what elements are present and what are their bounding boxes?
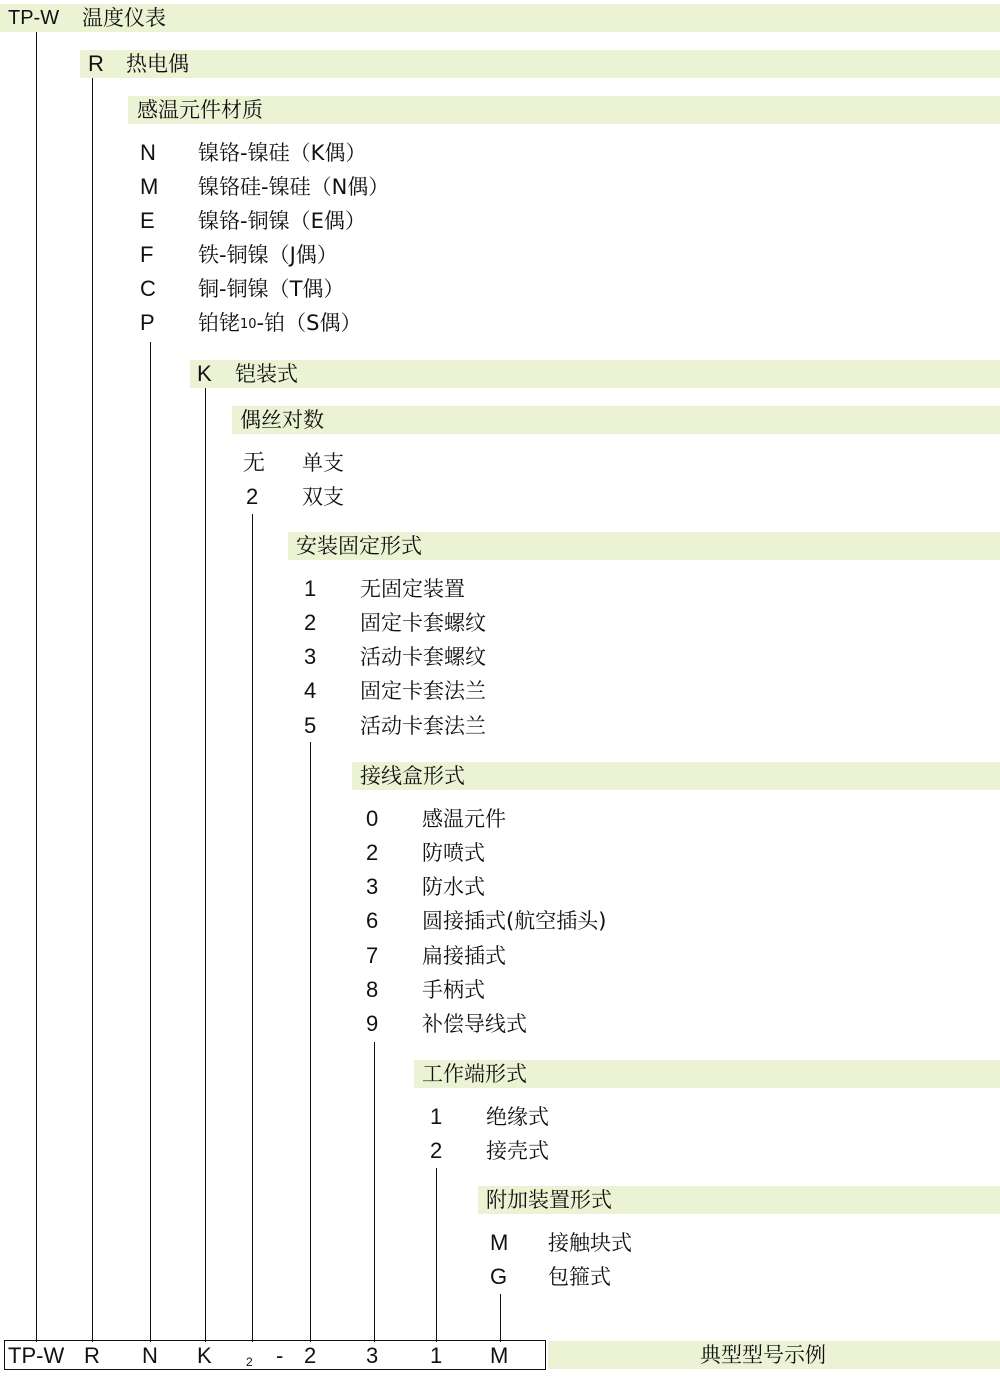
connector-pairs [252, 514, 253, 1342]
connector-tp [36, 32, 37, 1342]
mounting-code-3: 3 [304, 644, 317, 669]
working-end-label-1: 绝缘式 [486, 1105, 549, 1129]
material-code-e: E [140, 208, 155, 233]
label-accessory: 附加装置形式 [486, 1188, 612, 1212]
example-k: K [197, 1343, 212, 1368]
mounting-label-1: 无固定装置 [360, 577, 465, 601]
material-code-m: M [140, 174, 159, 199]
example-dash: - [276, 1343, 284, 1368]
connector-k [205, 388, 206, 1342]
mounting-code-4: 4 [304, 678, 317, 703]
junction-label-8: 手柄式 [422, 978, 485, 1002]
pairs-code-2: 2 [246, 484, 259, 509]
accessory-code-m: M [490, 1230, 509, 1255]
connector-mounting [310, 742, 311, 1342]
junction-label-7: 扁接插式 [422, 944, 506, 968]
mounting-code-1: 1 [304, 576, 317, 601]
material-label-n: 镍铬-镍硅（K偶） [198, 141, 367, 165]
junction-label-6: 圆接插式(航空插头) [422, 909, 607, 933]
material-code-p: P [140, 310, 155, 335]
junction-label-0: 感温元件 [422, 807, 506, 831]
connector-junction [374, 1042, 375, 1342]
mounting-label-4: 固定卡套法兰 [360, 679, 486, 703]
material-label-p-post: -铂（S偶） [256, 311, 362, 335]
example-mounting: 2 [304, 1343, 317, 1368]
junction-label-2: 防喷式 [422, 841, 485, 865]
junction-label-9: 补偿导线式 [422, 1012, 527, 1036]
label-thermocouple: 热电偶 [126, 52, 189, 76]
pairs-label-double: 双支 [302, 485, 344, 509]
label-working-end: 工作端形式 [422, 1062, 527, 1086]
accessory-code-g: G [490, 1264, 508, 1289]
material-label-e: 镍铬-铜镍（E偶） [198, 209, 366, 233]
junction-code-3: 3 [366, 874, 379, 899]
junction-code-2: 2 [366, 840, 379, 865]
working-end-code-2: 2 [430, 1138, 443, 1163]
material-label-m: 镍铬硅-镍硅（N偶） [198, 175, 390, 199]
code-k: K [197, 361, 212, 386]
junction-label-3: 防水式 [422, 875, 485, 899]
pairs-label-single: 单支 [302, 451, 344, 475]
connector-r [92, 78, 93, 1342]
material-label-p-pre: 铂铑 [198, 311, 240, 335]
label-junction: 接线盒形式 [360, 764, 465, 788]
label-material: 感温元件材质 [137, 98, 263, 122]
connector-working-end [436, 1168, 437, 1342]
material-code-f: F [140, 242, 154, 267]
example-n: N [142, 1343, 158, 1368]
accessory-label-m: 接触块式 [548, 1231, 632, 1255]
accessory-label-g: 包箍式 [548, 1265, 611, 1289]
band-r [80, 50, 1000, 78]
mounting-code-5: 5 [304, 713, 317, 738]
label-pairs: 偶丝对数 [240, 408, 324, 432]
working-end-label-2: 接壳式 [486, 1139, 549, 1163]
material-label-f: 铁-铜镍（J偶） [198, 243, 338, 267]
code-r: R [88, 51, 104, 76]
material-label-c: 铜-铜镍（T偶） [198, 277, 345, 301]
example-junction: 3 [366, 1343, 379, 1368]
example-pairs-sub: 2 [246, 1355, 253, 1369]
example-r: R [84, 1343, 100, 1368]
material-code-c: C [140, 276, 156, 301]
band-k [190, 360, 1000, 388]
example-tp: TP-W [8, 1343, 65, 1368]
label-armored: 铠装式 [235, 362, 298, 386]
mounting-code-2: 2 [304, 610, 317, 635]
mounting-label-5: 活动卡套法兰 [360, 714, 486, 738]
junction-code-9: 9 [366, 1011, 379, 1036]
material-code-n: N [140, 140, 156, 165]
label-mounting: 安装固定形式 [296, 534, 422, 558]
pairs-code-none: 无 [243, 450, 266, 475]
label-example: 典型型号示例 [700, 1343, 826, 1367]
code-tp: TP-W [8, 7, 60, 29]
band-pairs [232, 406, 1000, 434]
example-pairs [246, 1342, 253, 1370]
example-working-end: 1 [430, 1343, 443, 1368]
mounting-label-2: 固定卡套螺纹 [360, 611, 486, 635]
junction-code-6: 6 [366, 908, 379, 933]
mounting-label-3: 活动卡套螺纹 [360, 645, 486, 669]
working-end-code-1: 1 [430, 1104, 443, 1129]
label-temperature-instrument: 温度仪表 [82, 6, 166, 30]
connector-accessory [500, 1294, 501, 1342]
junction-code-7: 7 [366, 943, 379, 968]
example-accessory: M [490, 1343, 509, 1368]
connector-n [150, 342, 151, 1342]
junction-code-0: 0 [366, 806, 379, 831]
material-label-p [198, 310, 361, 338]
material-label-p-sub: 10 [240, 317, 257, 332]
junction-code-8: 8 [366, 977, 379, 1002]
